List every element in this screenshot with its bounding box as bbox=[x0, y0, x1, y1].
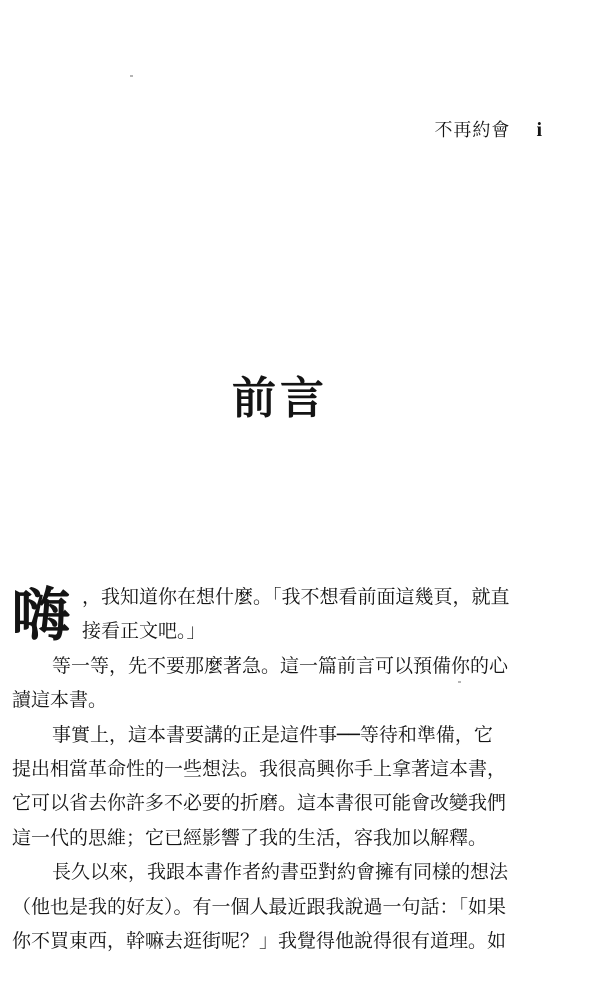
paragraph-line: 等一等，先不要那麼著急。這一篇前言可以預備你的心 bbox=[52, 654, 509, 677]
paragraph-line: 事實上，這本書要講的正是這件事──等待和準備，它 bbox=[52, 723, 493, 746]
paragraph-line: 提出相當革命性的一些想法。我很高興你手上拿著這本書， bbox=[12, 757, 507, 780]
paragraph-line: 讀這本書。 bbox=[12, 689, 108, 712]
drop-cap: 嗨 bbox=[12, 581, 71, 649]
paragraph-line: 這一代的思維；它已經影響了我的生活，容我加以解釋。 bbox=[12, 826, 488, 849]
running-title: 不再約會 bbox=[434, 120, 511, 141]
paragraph-line: 接看正文吧。」 bbox=[82, 620, 206, 643]
paragraph-line: 長久以來，我跟本書作者約書亞對約會擁有同樣的想法 bbox=[52, 861, 509, 884]
body-text bbox=[12, 580, 552, 958]
stray-mark bbox=[130, 75, 133, 77]
paragraph-line: （他也是我的好友）。有一個人最近跟我說過一句話：「如果 bbox=[12, 895, 507, 918]
chapter-title: 前言 bbox=[232, 373, 328, 424]
page-number: i bbox=[536, 119, 543, 141]
paragraph-line: 它可以省去你許多不必要的折磨。這本書很可能會改變我們 bbox=[12, 792, 507, 815]
running-header bbox=[434, 116, 543, 142]
paragraph-line: 你不買東西，幹嘛去逛街呢？」我覺得他說得很有道理。如 bbox=[12, 929, 507, 952]
line-text: ，我知道你在想什麼。「我不想看前面這幾頁，就直 bbox=[82, 586, 510, 608]
